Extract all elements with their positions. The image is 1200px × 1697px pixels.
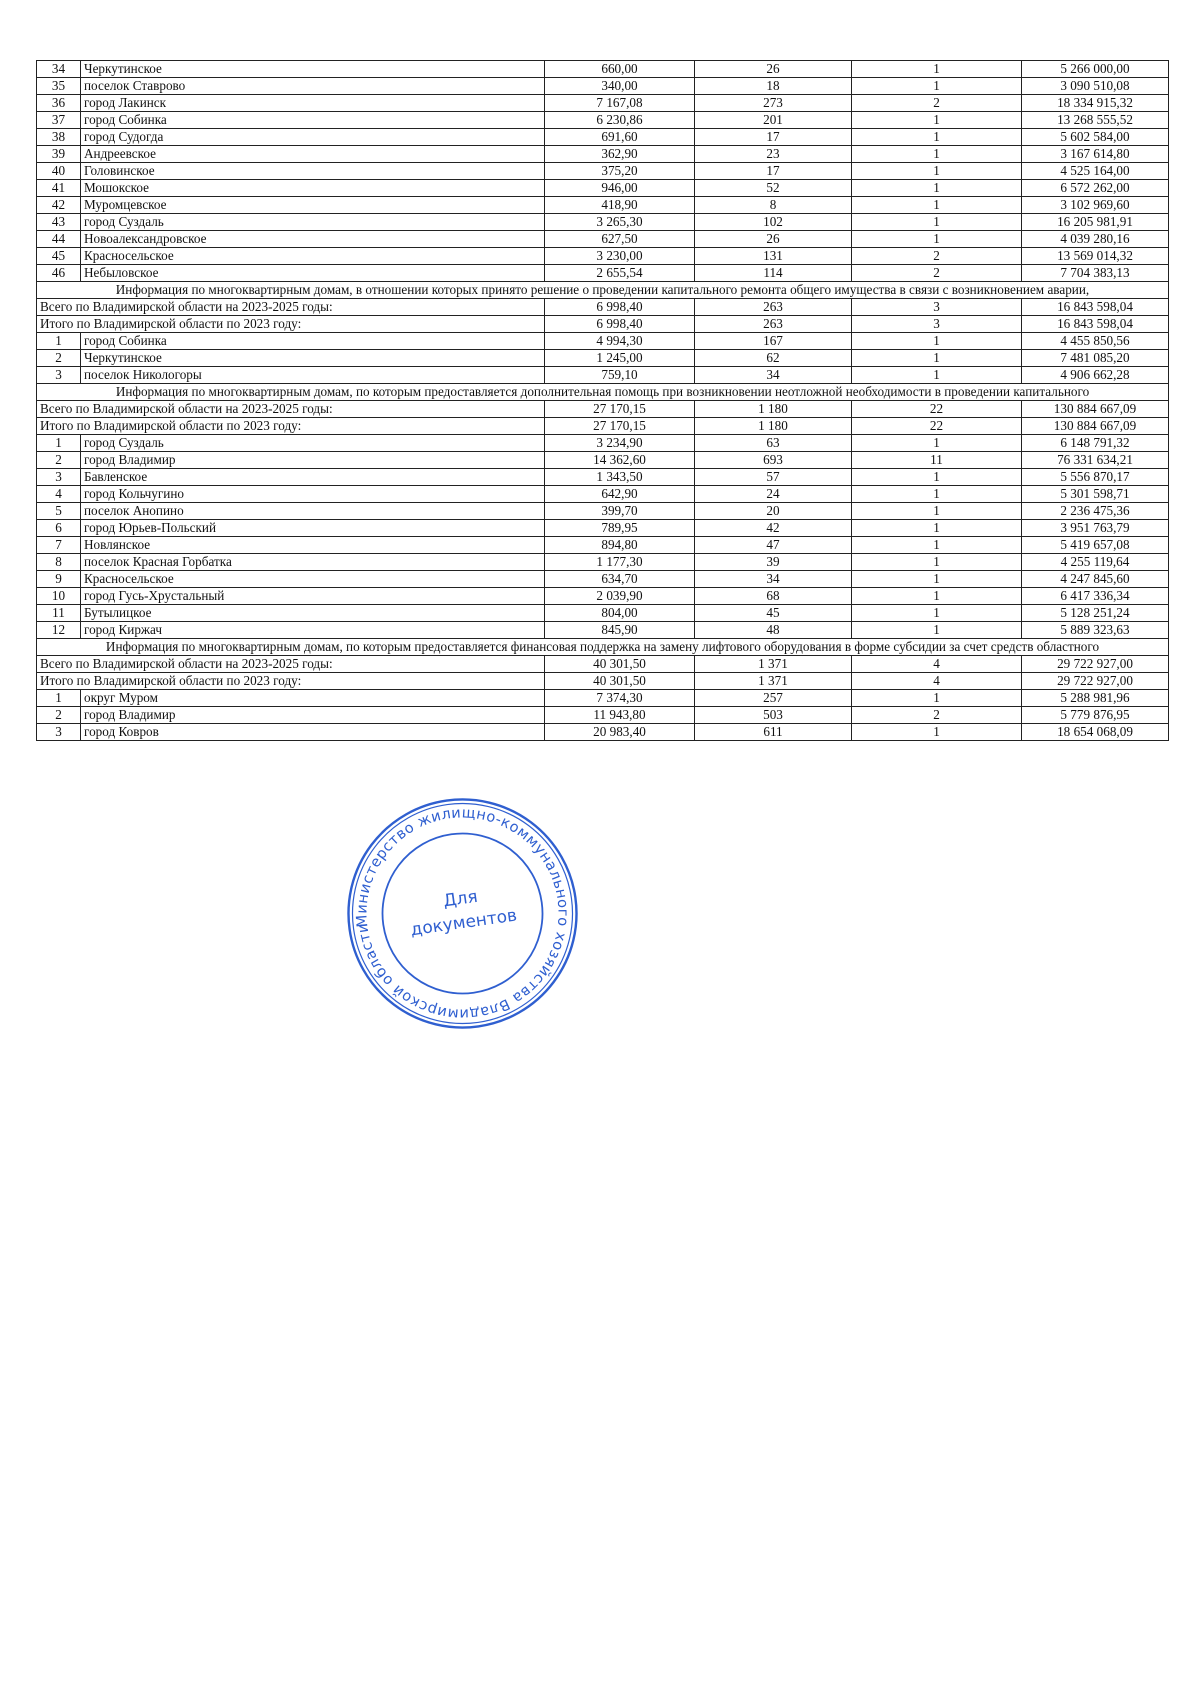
residents-value: 102 bbox=[695, 214, 852, 231]
table-row bbox=[37, 622, 1169, 639]
area-value: 1 177,30 bbox=[545, 554, 695, 571]
amount-value: 4 525 164,00 bbox=[1022, 163, 1169, 180]
table-row bbox=[37, 333, 1169, 350]
municipality-name: город Гусь-Хрустальный bbox=[81, 588, 545, 605]
summary-residents: 1 371 bbox=[695, 673, 852, 690]
area-value: 789,95 bbox=[545, 520, 695, 537]
municipality-name: Андреевское bbox=[81, 146, 545, 163]
row-number: 44 bbox=[37, 231, 81, 248]
row-number: 40 bbox=[37, 163, 81, 180]
residents-value: 131 bbox=[695, 248, 852, 265]
municipality-name: Новоалександровское bbox=[81, 231, 545, 248]
table-row bbox=[37, 707, 1169, 724]
municipality-name: Бутылицкое bbox=[81, 605, 545, 622]
summary-label: Всего по Владимирской области на 2023-2025 годы: bbox=[37, 656, 545, 673]
residents-value: 26 bbox=[695, 61, 852, 78]
summary-houses: 4 bbox=[852, 656, 1022, 673]
table-row bbox=[37, 537, 1169, 554]
houses-value: 1 bbox=[852, 520, 1022, 537]
table-row bbox=[37, 214, 1169, 231]
residents-value: 34 bbox=[695, 571, 852, 588]
houses-value: 1 bbox=[852, 469, 1022, 486]
total-row bbox=[37, 401, 1169, 418]
residents-value: 48 bbox=[695, 622, 852, 639]
summary-label: Всего по Владимирской области на 2023-2025 годы: bbox=[37, 299, 545, 316]
municipality-name: Муромцевское bbox=[81, 197, 545, 214]
section-title-row bbox=[37, 384, 1169, 401]
table-row bbox=[37, 690, 1169, 707]
amount-value: 3 951 763,79 bbox=[1022, 520, 1169, 537]
area-value: 375,20 bbox=[545, 163, 695, 180]
residents-value: 18 bbox=[695, 78, 852, 95]
row-number: 4 bbox=[37, 486, 81, 503]
houses-value: 2 bbox=[852, 707, 1022, 724]
municipality-name: Черкутинское bbox=[81, 61, 545, 78]
amount-value: 6 572 262,00 bbox=[1022, 180, 1169, 197]
amount-value: 5 419 657,08 bbox=[1022, 537, 1169, 554]
houses-value: 1 bbox=[852, 163, 1022, 180]
amount-value: 4 039 280,16 bbox=[1022, 231, 1169, 248]
table-row bbox=[37, 78, 1169, 95]
houses-value: 1 bbox=[852, 435, 1022, 452]
total-row bbox=[37, 299, 1169, 316]
municipality-name: Бавленское bbox=[81, 469, 545, 486]
row-number: 2 bbox=[37, 350, 81, 367]
amount-value: 4 906 662,28 bbox=[1022, 367, 1169, 384]
row-number: 2 bbox=[37, 707, 81, 724]
area-value: 946,00 bbox=[545, 180, 695, 197]
row-number: 39 bbox=[37, 146, 81, 163]
row-number: 7 bbox=[37, 537, 81, 554]
amount-value: 3 102 969,60 bbox=[1022, 197, 1169, 214]
residents-value: 257 bbox=[695, 690, 852, 707]
area-value: 1 245,00 bbox=[545, 350, 695, 367]
municipality-name: Головинское bbox=[81, 163, 545, 180]
row-number: 8 bbox=[37, 554, 81, 571]
municipality-name: Черкутинское bbox=[81, 350, 545, 367]
residents-value: 17 bbox=[695, 163, 852, 180]
amount-value: 7 704 383,13 bbox=[1022, 265, 1169, 282]
summary-houses: 22 bbox=[852, 401, 1022, 418]
summary-houses: 3 bbox=[852, 299, 1022, 316]
amount-value: 4 247 845,60 bbox=[1022, 571, 1169, 588]
residents-value: 17 bbox=[695, 129, 852, 146]
residents-value: 47 bbox=[695, 537, 852, 554]
municipality-name: город Юрьев-Польский bbox=[81, 520, 545, 537]
total-row bbox=[37, 656, 1169, 673]
summary-residents: 263 bbox=[695, 299, 852, 316]
municipality-name: город Кольчугино bbox=[81, 486, 545, 503]
summary-residents: 1 180 bbox=[695, 401, 852, 418]
section-title: Информация по многоквартирным домам, в отношении которых принято решение о проведении капитального ремонта общего имущества в связи с возникновением аварии, bbox=[37, 282, 1169, 299]
summary-amount: 29 722 927,00 bbox=[1022, 656, 1169, 673]
residents-value: 20 bbox=[695, 503, 852, 520]
amount-value: 7 481 085,20 bbox=[1022, 350, 1169, 367]
row-number: 43 bbox=[37, 214, 81, 231]
municipality-name: город Суздаль bbox=[81, 435, 545, 452]
area-value: 20 983,40 bbox=[545, 724, 695, 741]
row-number: 34 bbox=[37, 61, 81, 78]
row-number: 5 bbox=[37, 503, 81, 520]
document-sheet bbox=[36, 60, 1168, 741]
summary-houses: 4 bbox=[852, 673, 1022, 690]
residents-value: 693 bbox=[695, 452, 852, 469]
table-row bbox=[37, 163, 1169, 180]
area-value: 845,90 bbox=[545, 622, 695, 639]
year-total-row bbox=[37, 673, 1169, 690]
table-row bbox=[37, 197, 1169, 214]
row-number: 3 bbox=[37, 367, 81, 384]
summary-amount: 16 843 598,04 bbox=[1022, 299, 1169, 316]
table-row bbox=[37, 248, 1169, 265]
row-number: 11 bbox=[37, 605, 81, 622]
area-value: 804,00 bbox=[545, 605, 695, 622]
area-value: 894,80 bbox=[545, 537, 695, 554]
houses-value: 1 bbox=[852, 180, 1022, 197]
houses-value: 1 bbox=[852, 333, 1022, 350]
row-number: 37 bbox=[37, 112, 81, 129]
row-number: 3 bbox=[37, 724, 81, 741]
table-row bbox=[37, 95, 1169, 112]
houses-value: 2 bbox=[852, 95, 1022, 112]
houses-value: 2 bbox=[852, 265, 1022, 282]
residents-value: 42 bbox=[695, 520, 852, 537]
houses-value: 1 bbox=[852, 112, 1022, 129]
table-row bbox=[37, 588, 1169, 605]
table-row bbox=[37, 605, 1169, 622]
municipality-name: город Лакинск bbox=[81, 95, 545, 112]
municipality-name: Красносельское bbox=[81, 248, 545, 265]
municipality-name: Красносельское bbox=[81, 571, 545, 588]
municipality-name: город Владимир bbox=[81, 452, 545, 469]
row-number: 1 bbox=[37, 690, 81, 707]
amount-value: 3 167 614,80 bbox=[1022, 146, 1169, 163]
summary-houses: 22 bbox=[852, 418, 1022, 435]
residents-value: 23 bbox=[695, 146, 852, 163]
table-row bbox=[37, 350, 1169, 367]
area-value: 4 994,30 bbox=[545, 333, 695, 350]
summary-label: Итого по Владимирской области по 2023 году: bbox=[37, 673, 545, 690]
summary-area: 27 170,15 bbox=[545, 418, 695, 435]
table-row bbox=[37, 180, 1169, 197]
year-total-row bbox=[37, 316, 1169, 333]
area-value: 691,60 bbox=[545, 129, 695, 146]
amount-value: 4 255 119,64 bbox=[1022, 554, 1169, 571]
row-number: 1 bbox=[37, 435, 81, 452]
table-row bbox=[37, 435, 1169, 452]
amount-value: 16 205 981,91 bbox=[1022, 214, 1169, 231]
area-value: 1 343,50 bbox=[545, 469, 695, 486]
houses-value: 1 bbox=[852, 146, 1022, 163]
summary-amount: 16 843 598,04 bbox=[1022, 316, 1169, 333]
houses-value: 1 bbox=[852, 571, 1022, 588]
houses-value: 1 bbox=[852, 690, 1022, 707]
residents-value: 57 bbox=[695, 469, 852, 486]
summary-area: 6 998,40 bbox=[545, 299, 695, 316]
amount-value: 6 148 791,32 bbox=[1022, 435, 1169, 452]
table-row bbox=[37, 129, 1169, 146]
municipality-name: Мошокское bbox=[81, 180, 545, 197]
amount-value: 5 301 598,71 bbox=[1022, 486, 1169, 503]
municipality-name: город Ковров bbox=[81, 724, 545, 741]
register-table-body bbox=[37, 61, 1169, 741]
amount-value: 6 417 336,34 bbox=[1022, 588, 1169, 605]
summary-amount: 130 884 667,09 bbox=[1022, 418, 1169, 435]
section-title-row bbox=[37, 282, 1169, 299]
houses-value: 1 bbox=[852, 350, 1022, 367]
area-value: 340,00 bbox=[545, 78, 695, 95]
summary-residents: 263 bbox=[695, 316, 852, 333]
table-row bbox=[37, 520, 1169, 537]
houses-value: 1 bbox=[852, 367, 1022, 384]
table-row bbox=[37, 231, 1169, 248]
table-row bbox=[37, 265, 1169, 282]
houses-value: 1 bbox=[852, 231, 1022, 248]
residents-value: 45 bbox=[695, 605, 852, 622]
amount-value: 5 266 000,00 bbox=[1022, 61, 1169, 78]
area-value: 660,00 bbox=[545, 61, 695, 78]
houses-value: 1 bbox=[852, 503, 1022, 520]
residents-value: 611 bbox=[695, 724, 852, 741]
residents-value: 114 bbox=[695, 265, 852, 282]
residents-value: 201 bbox=[695, 112, 852, 129]
municipality-name: город Собинка bbox=[81, 333, 545, 350]
amount-value: 5 602 584,00 bbox=[1022, 129, 1169, 146]
amount-value: 13 268 555,52 bbox=[1022, 112, 1169, 129]
municipality-name: город Владимир bbox=[81, 707, 545, 724]
row-number: 36 bbox=[37, 95, 81, 112]
summary-amount: 29 722 927,00 bbox=[1022, 673, 1169, 690]
row-number: 6 bbox=[37, 520, 81, 537]
residents-value: 34 bbox=[695, 367, 852, 384]
area-value: 362,90 bbox=[545, 146, 695, 163]
year-total-row bbox=[37, 418, 1169, 435]
area-value: 14 362,60 bbox=[545, 452, 695, 469]
area-value: 3 265,30 bbox=[545, 214, 695, 231]
amount-value: 3 090 510,08 bbox=[1022, 78, 1169, 95]
table-row bbox=[37, 367, 1169, 384]
table-row bbox=[37, 724, 1169, 741]
municipality-name: поселок Красная Горбатка bbox=[81, 554, 545, 571]
section-title: Информация по многоквартирным домам, по которым предоставляется дополнительная помощь при возникновении неотложной необходимости в проведении капитального bbox=[37, 384, 1169, 401]
summary-area: 40 301,50 bbox=[545, 673, 695, 690]
summary-houses: 3 bbox=[852, 316, 1022, 333]
residents-value: 68 bbox=[695, 588, 852, 605]
area-value: 7 374,30 bbox=[545, 690, 695, 707]
summary-area: 6 998,40 bbox=[545, 316, 695, 333]
houses-value: 2 bbox=[852, 248, 1022, 265]
area-value: 2 039,90 bbox=[545, 588, 695, 605]
residents-value: 63 bbox=[695, 435, 852, 452]
stamp-center-line2: документов bbox=[409, 905, 519, 941]
table-row bbox=[37, 554, 1169, 571]
residents-value: 24 bbox=[695, 486, 852, 503]
houses-value: 1 bbox=[852, 197, 1022, 214]
amount-value: 5 779 876,95 bbox=[1022, 707, 1169, 724]
amount-value: 13 569 014,32 bbox=[1022, 248, 1169, 265]
row-number: 46 bbox=[37, 265, 81, 282]
row-number: 12 bbox=[37, 622, 81, 639]
row-number: 9 bbox=[37, 571, 81, 588]
summary-area: 40 301,50 bbox=[545, 656, 695, 673]
municipality-name: Небыловское bbox=[81, 265, 545, 282]
area-value: 759,10 bbox=[545, 367, 695, 384]
stamp-center-line1: Для bbox=[442, 886, 479, 912]
table-row bbox=[37, 503, 1169, 520]
summary-area: 27 170,15 bbox=[545, 401, 695, 418]
residents-value: 273 bbox=[695, 95, 852, 112]
residents-value: 52 bbox=[695, 180, 852, 197]
summary-residents: 1 371 bbox=[695, 656, 852, 673]
row-number: 35 bbox=[37, 78, 81, 95]
amount-value: 5 288 981,96 bbox=[1022, 690, 1169, 707]
section-title: Информация по многоквартирным домам, по которым предоставляется финансовая поддержка на замену лифтового оборудования в форме субсидии за счет средств областного bbox=[37, 639, 1169, 656]
houses-value: 1 bbox=[852, 61, 1022, 78]
summary-label: Итого по Владимирской области по 2023 году: bbox=[37, 418, 545, 435]
row-number: 3 bbox=[37, 469, 81, 486]
table-row bbox=[37, 571, 1169, 588]
area-value: 7 167,08 bbox=[545, 95, 695, 112]
row-number: 1 bbox=[37, 333, 81, 350]
stamp-ring-text: Министерство жилищно-коммунального хозяйства Владимирской области bbox=[353, 804, 572, 1023]
houses-value: 1 bbox=[852, 724, 1022, 741]
row-number: 45 bbox=[37, 248, 81, 265]
table-row bbox=[37, 486, 1169, 503]
amount-value: 5 556 870,17 bbox=[1022, 469, 1169, 486]
municipality-name: город Собинка bbox=[81, 112, 545, 129]
section-title-row bbox=[37, 639, 1169, 656]
amount-value: 5 128 251,24 bbox=[1022, 605, 1169, 622]
houses-value: 1 bbox=[852, 214, 1022, 231]
area-value: 642,90 bbox=[545, 486, 695, 503]
official-stamp bbox=[345, 796, 580, 1031]
area-value: 399,70 bbox=[545, 503, 695, 520]
table-row bbox=[37, 469, 1169, 486]
amount-value: 18 334 915,32 bbox=[1022, 95, 1169, 112]
residents-value: 8 bbox=[695, 197, 852, 214]
residents-value: 62 bbox=[695, 350, 852, 367]
municipality-name: город Судогда bbox=[81, 129, 545, 146]
municipality-name: поселок Анопино bbox=[81, 503, 545, 520]
summary-label: Всего по Владимирской области на 2023-2025 годы: bbox=[37, 401, 545, 418]
municipality-name: Новлянское bbox=[81, 537, 545, 554]
municipality-name: округ Муром bbox=[81, 690, 545, 707]
residents-value: 39 bbox=[695, 554, 852, 571]
houses-value: 1 bbox=[852, 486, 1022, 503]
houses-value: 1 bbox=[852, 588, 1022, 605]
table-row bbox=[37, 112, 1169, 129]
amount-value: 76 331 634,21 bbox=[1022, 452, 1169, 469]
residents-value: 503 bbox=[695, 707, 852, 724]
row-number: 41 bbox=[37, 180, 81, 197]
summary-residents: 1 180 bbox=[695, 418, 852, 435]
area-value: 3 230,00 bbox=[545, 248, 695, 265]
summary-label: Итого по Владимирской области по 2023 году: bbox=[37, 316, 545, 333]
area-value: 2 655,54 bbox=[545, 265, 695, 282]
houses-value: 1 bbox=[852, 554, 1022, 571]
row-number: 42 bbox=[37, 197, 81, 214]
municipality-name: поселок Ставрово bbox=[81, 78, 545, 95]
amount-value: 2 236 475,36 bbox=[1022, 503, 1169, 520]
houses-value: 1 bbox=[852, 605, 1022, 622]
table-row bbox=[37, 452, 1169, 469]
area-value: 418,90 bbox=[545, 197, 695, 214]
area-value: 6 230,86 bbox=[545, 112, 695, 129]
houses-value: 1 bbox=[852, 129, 1022, 146]
row-number: 38 bbox=[37, 129, 81, 146]
amount-value: 4 455 850,56 bbox=[1022, 333, 1169, 350]
municipality-name: город Суздаль bbox=[81, 214, 545, 231]
residents-value: 167 bbox=[695, 333, 852, 350]
amount-value: 5 889 323,63 bbox=[1022, 622, 1169, 639]
houses-value: 1 bbox=[852, 622, 1022, 639]
row-number: 10 bbox=[37, 588, 81, 605]
houses-value: 1 bbox=[852, 537, 1022, 554]
row-number: 2 bbox=[37, 452, 81, 469]
municipality-name: город Киржач bbox=[81, 622, 545, 639]
residents-value: 26 bbox=[695, 231, 852, 248]
municipality-name: поселок Никологоры bbox=[81, 367, 545, 384]
table-row bbox=[37, 146, 1169, 163]
summary-amount: 130 884 667,09 bbox=[1022, 401, 1169, 418]
table-row bbox=[37, 61, 1169, 78]
area-value: 11 943,80 bbox=[545, 707, 695, 724]
area-value: 627,50 bbox=[545, 231, 695, 248]
register-table bbox=[36, 60, 1169, 741]
area-value: 3 234,90 bbox=[545, 435, 695, 452]
area-value: 634,70 bbox=[545, 571, 695, 588]
houses-value: 11 bbox=[852, 452, 1022, 469]
amount-value: 18 654 068,09 bbox=[1022, 724, 1169, 741]
houses-value: 1 bbox=[852, 78, 1022, 95]
